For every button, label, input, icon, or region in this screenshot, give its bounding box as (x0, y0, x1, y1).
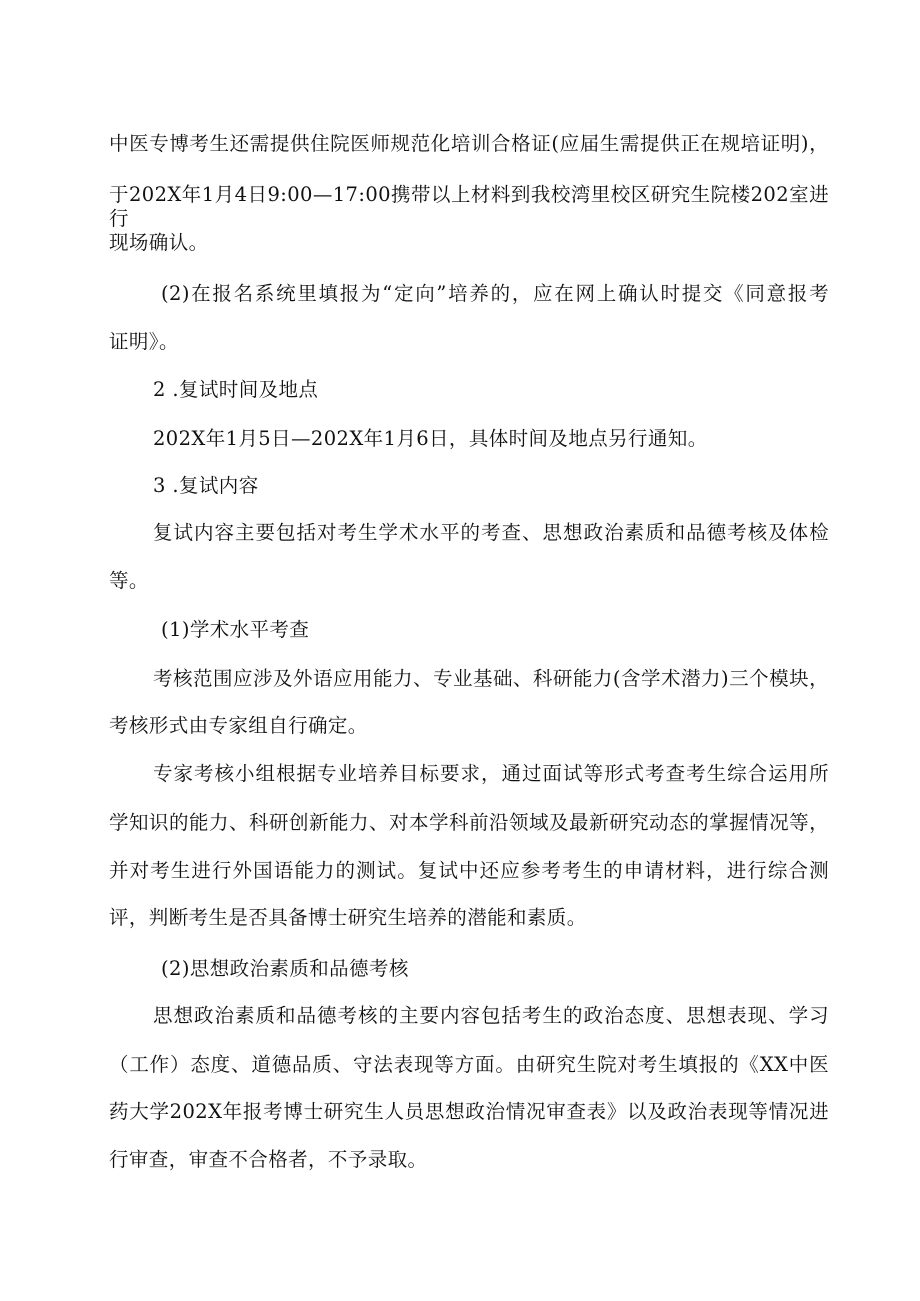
paragraph-line: 药大学202X年报考博士研究生人员思想政治情况审查表》以及政治表现等情况进 (109, 1100, 829, 1123)
paragraph-line: 评，判断考生是否具备博士研究生培养的潜能和素质。 (109, 906, 587, 929)
subsection-heading: (2)思想政治素质和品德考核 (161, 957, 409, 980)
paragraph-line: 现场确认。 (109, 231, 209, 254)
paragraph-line: 并对考生进行外国语能力的测试。复试中还应参考考生的申请材料，进行综合测 (109, 859, 829, 882)
paragraph-line: 202X年1月5日—202X年1月6日，具体时间及地点另行通知。 (153, 427, 708, 450)
paragraph-line: 于202X年1月4日9:00—17:00携带以上材料到我校湾里校区研究生院楼202室进行 (109, 183, 829, 230)
paragraph-line: 考核形式由专家组自行确定。 (109, 714, 368, 737)
paragraph-line: 证明》。 (109, 330, 179, 353)
section-heading: 3 .复试内容 (153, 474, 259, 497)
subsection-heading: (1)学术水平考查 (161, 618, 310, 641)
paragraph-line: 学知识的能力、科研创新能力、对本学科前沿领域及最新研究动态的掌握情况等， (109, 811, 829, 834)
paragraph-line: 行审查，审查不合格者，不予录取。 (109, 1148, 428, 1171)
paragraph-line: 思想政治素质和品德考核的主要内容包括考生的政治态度、思想表现、学习 (153, 1004, 829, 1027)
paragraph-line: 中医专博考生还需提供住院医师规范化培训合格证(应届生需提供正在规培证明)， (109, 132, 829, 155)
paragraph-line: 考核范围应涉及外语应用能力、专业基础、科研能力(含学术潜力)三个模块， (153, 667, 829, 690)
paragraph-line: (2)在报名系统里填报为“定向”培养的，应在网上确认时提交《同意报考 (161, 282, 829, 305)
paragraph-line: 专家考核小组根据专业培养目标要求，通过面试等形式考查考生综合运用所 (153, 762, 829, 785)
paragraph-line: 等。 (109, 569, 149, 592)
paragraph-line: 复试内容主要包括对考生学术水平的考查、思想政治素质和品德考核及体检 (153, 521, 829, 544)
paragraph-line: （工作）态度、道德品质、守法表现等方面。由研究生院对考生填报的《XX中医 (109, 1053, 829, 1076)
section-heading: 2 .复试时间及地点 (153, 378, 319, 401)
